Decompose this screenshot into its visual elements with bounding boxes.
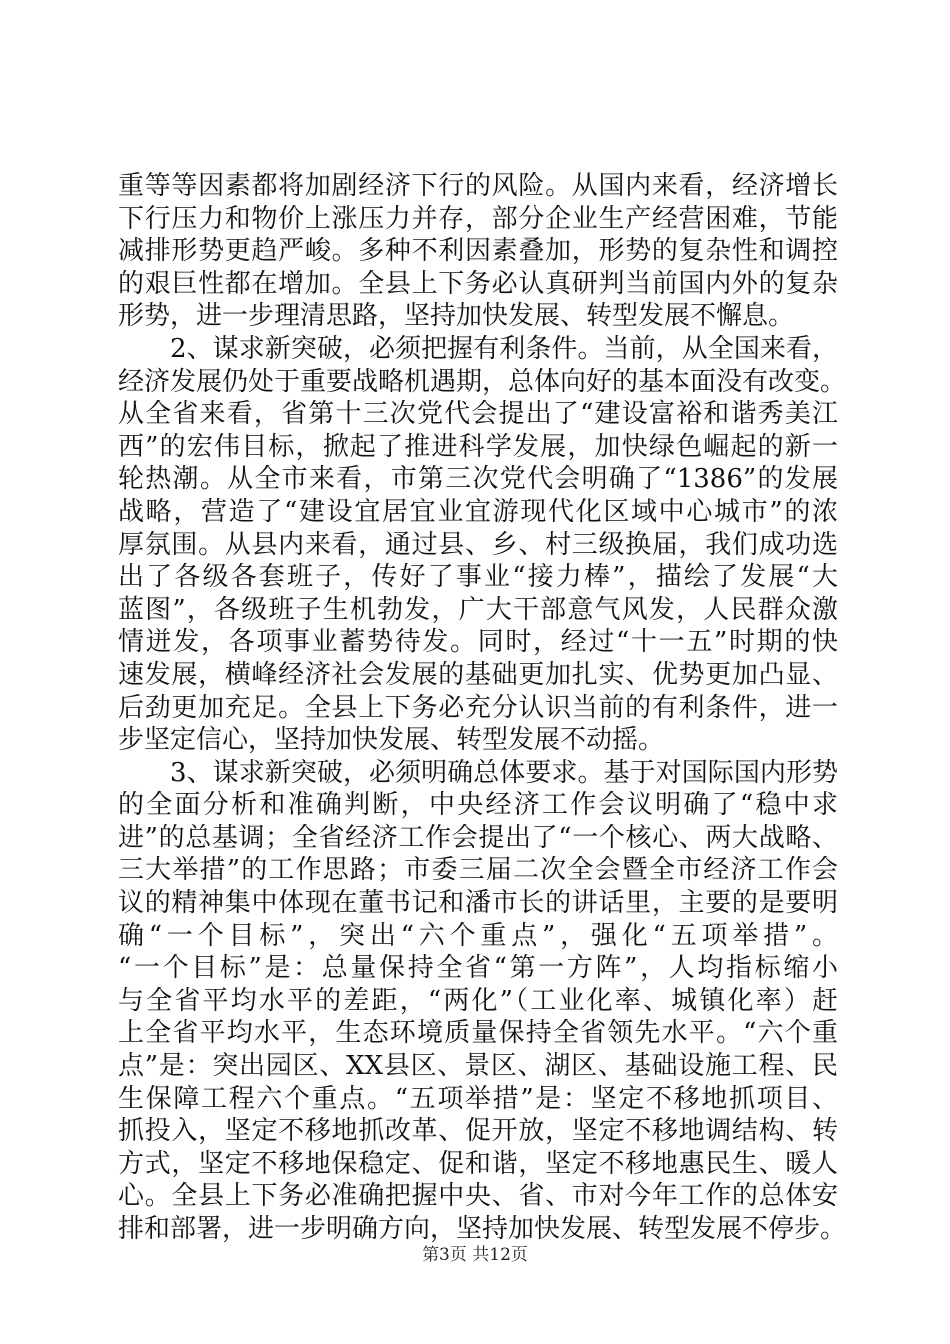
text-line: 2、谋求新突破，必须把握有利条件。当前，从全国来看， (170, 333, 838, 364)
text-line: 心。全县上下务必准确把握中央、省、市对今年工作的总体安 (118, 1181, 838, 1212)
text-line: 西”的宏伟目标，掀起了推进科学发展，加快绿色崛起的新一 (118, 431, 838, 462)
text-line: 步坚定信心，坚持加快发展、转型发展不动摇。 (118, 725, 665, 756)
text-line: 生保障工程六个重点。“五项举措”是：坚定不移地抓项目、 (118, 1083, 838, 1114)
text-line: 确“一个目标”，突出“六个重点”，强化“五项举措”。 (118, 920, 838, 951)
text-line: 方式，坚定不移地保稳定、促和谐，坚定不移地惠民生、暖人 (118, 1148, 838, 1179)
text-line: 减排形势更趋严峻。多种不利因素叠加，形势的复杂性和调控 (118, 236, 838, 267)
text-line: 后劲更加充足。全县上下务必充分认识当前的有利条件，进一 (118, 692, 838, 723)
text-line: 三大举措”的工作思路；市委三届二次全会暨全市经济工作会 (118, 855, 838, 886)
text-line: 排和部署，进一步明确方向，坚持加快发展、转型发展不停步。 (118, 1214, 847, 1244)
text-line: 蓝图”，各级班子生机勃发，广大干部意气风发，人民群众激 (118, 594, 838, 625)
text-line: 与全省平均水平的差距，“两化”（工业化率、城镇化率）赶 (118, 985, 838, 1016)
text-line: 议的精神集中体现在董书记和潘市长的讲话里，主要的是要明 (118, 888, 838, 919)
text-line: 抓投入，坚定不移地抓改革、促开放，坚定不移地调结构、转 (118, 1116, 838, 1147)
text-line: 轮热潮。从全市来看，市第三次党代会明确了“1386”的发展 (118, 464, 838, 495)
text-line: 进”的总基调；全省经济工作会提出了“一个核心、两大战略、 (118, 822, 838, 853)
text-line: 情迸发，各项事业蓄势待发。同时，经过“十一五”时期的快 (118, 627, 838, 658)
text-line: 点”是：突出园区、XX县区、景区、湖区、基础设施工程、民 (118, 1051, 838, 1082)
text-line: 3、谋求新突破，必须明确总体要求。基于对国际国内形势 (170, 757, 838, 788)
body-text (118, 170, 847, 1246)
page-footer: 第3页 共12页 (422, 1245, 528, 1265)
text-line: 形势，进一步理清思路，坚持加快发展、转型发展不懈息。 (118, 301, 795, 332)
text-line: 从全省来看，省第十三次党代会提出了“建设富裕和谐秀美江 (118, 399, 838, 430)
text-line: 上全省平均水平，生态环境质量保持全省领先水平。“六个重 (118, 1018, 838, 1049)
text-line: 的艰巨性都在增加。全县上下务必认真研判当前国内外的复杂 (118, 268, 838, 299)
text-line: 下行压力和物价上涨压力并存，部分企业生产经营困难，节能 (118, 203, 838, 234)
text-line: “一个目标”是：总量保持全省“第一方阵”，人均指标缩小 (118, 953, 838, 984)
text-line: 战略，营造了“建设宜居宜业宜游现代化区域中心城市”的浓 (118, 496, 838, 527)
text-line: 厚氛围。从县内来看，通过县、乡、村三级换届，我们成功选 (118, 529, 838, 560)
text-line: 经济发展仍处于重要战略机遇期，总体向好的基本面没有改变。 (118, 366, 847, 397)
text-line: 出了各级各套班子，传好了事业“接力棒”，描绘了发展“大 (118, 562, 838, 593)
text-line: 重等等因素都将加剧经济下行的风险。从国内来看，经济增长 (118, 171, 838, 201)
text-line: 速发展，横峰经济社会发展的基础更加扎实、优势更加凸显、 (118, 659, 838, 690)
text-line: 的全面分析和准确判断，中央经济工作会议明确了“稳中求 (118, 790, 838, 821)
